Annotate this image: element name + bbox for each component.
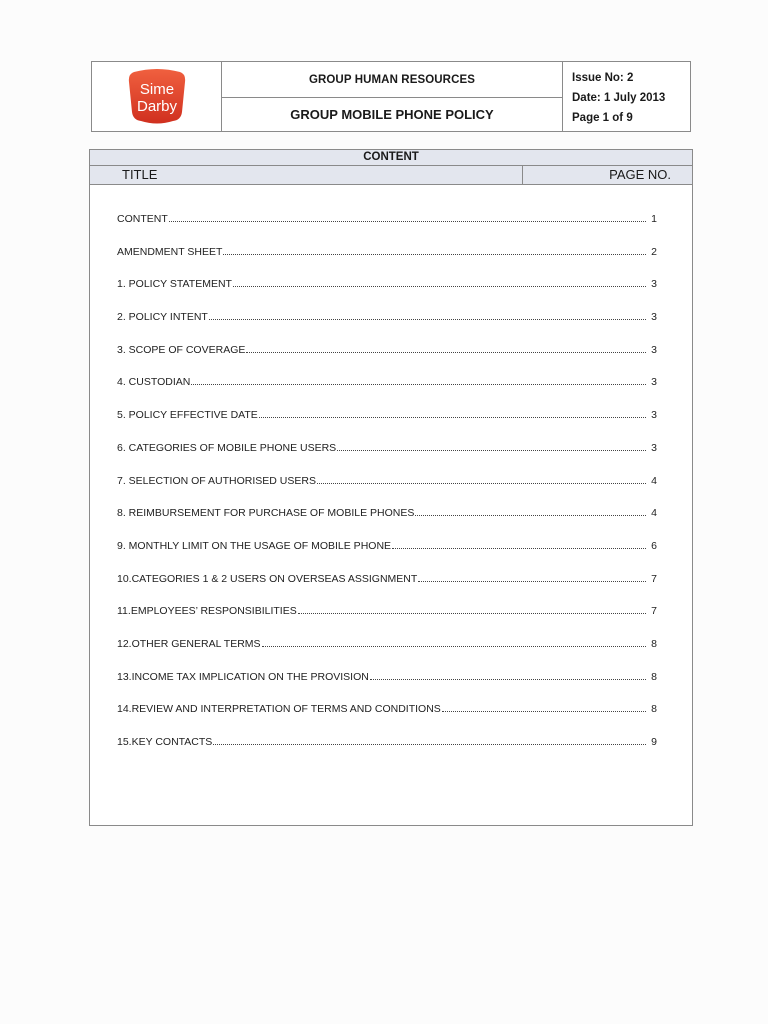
toc-leader-dots — [246, 351, 646, 353]
toc-entry-page: 3 — [651, 441, 657, 454]
department-name: GROUP HUMAN RESOURCES — [222, 62, 562, 98]
toc-leader-dots — [213, 743, 646, 745]
toc-entry-page: 1 — [651, 213, 657, 225]
toc-entry-label: 12.OTHER GENERAL TERMS — [117, 637, 261, 650]
toc-entry-label: 14.REVIEW AND INTERPRETATION OF TERMS AND CONDITIONS — [117, 703, 441, 716]
toc-list — [117, 213, 657, 769]
toc-entry-label: 9. MONTHLY LIMIT ON THE USAGE OF MOBILE PHONE — [117, 539, 392, 552]
toc-entry-page: 2 — [651, 245, 657, 258]
toc-entry-label: 6. CATEGORIES OF MOBILE PHONE USERS — [117, 441, 337, 454]
toc-entry-label: 4. CUSTODIAN — [117, 376, 191, 389]
toc-entry[interactable] — [117, 442, 657, 475]
table-of-contents — [89, 149, 693, 826]
svg-text:Sime: Sime — [139, 80, 174, 98]
toc-entry-label: 11.EMPLOYEES’ RESPONSIBILITIES — [117, 605, 297, 618]
toc-entry[interactable] — [117, 703, 657, 736]
toc-entry-page: 3 — [651, 376, 657, 389]
toc-leader-dots — [442, 710, 646, 712]
toc-entry[interactable] — [117, 736, 657, 769]
toc-entry-label: 13.INCOME TAX IMPLICATION ON THE PROVISION — [117, 670, 369, 683]
issue-date: Date: 1 July 2013 — [572, 92, 666, 104]
sime-darby-logo — [126, 68, 188, 126]
toc-entry[interactable] — [117, 409, 657, 442]
document-header — [91, 61, 691, 132]
toc-entry-label: 15.KEY CONTACTS — [117, 736, 213, 748]
toc-leader-dots — [223, 253, 646, 255]
toc-entry[interactable] — [117, 475, 657, 508]
toc-entry[interactable] — [117, 638, 657, 671]
toc-entry-label: CONTENT — [117, 213, 168, 225]
toc-entry[interactable] — [117, 344, 657, 377]
toc-leader-dots — [392, 547, 646, 549]
toc-column-headers — [90, 166, 692, 185]
toc-entry-page: 7 — [651, 572, 657, 585]
toc-entry-label: 3. SCOPE OF COVERAGE — [117, 343, 246, 356]
svg-text:Darby: Darby — [136, 97, 177, 115]
toc-leader-dots — [317, 482, 646, 484]
header-title-cell — [222, 62, 563, 131]
toc-entry-page: 8 — [651, 670, 657, 683]
toc-entry[interactable] — [117, 573, 657, 606]
toc-entry-label: 8. REIMBURSEMENT FOR PURCHASE OF MOBILE PHONES — [117, 507, 415, 520]
toc-leader-dots — [415, 514, 646, 516]
content-heading: CONTENT — [90, 150, 692, 166]
logo-cell — [92, 62, 222, 131]
toc-entry[interactable] — [117, 278, 657, 311]
toc-entry-page: 9 — [651, 736, 657, 748]
toc-leader-dots — [418, 580, 646, 582]
toc-leader-dots — [209, 318, 646, 320]
toc-page-header: PAGE NO. — [609, 167, 671, 182]
toc-leader-dots — [259, 416, 646, 418]
toc-entry-label: 5. POLICY EFFECTIVE DATE — [117, 409, 258, 422]
toc-entry-page: 3 — [651, 311, 657, 324]
toc-leader-dots — [169, 220, 646, 222]
toc-leader-dots — [370, 678, 646, 680]
toc-entry-page: 6 — [651, 539, 657, 552]
toc-leader-dots — [262, 645, 646, 647]
toc-entry-label: 1. POLICY STATEMENT — [117, 278, 232, 291]
toc-entry[interactable] — [117, 311, 657, 344]
toc-entry-label: AMENDMENT SHEET — [117, 245, 223, 258]
toc-leader-dots — [298, 612, 646, 614]
toc-entry[interactable] — [117, 605, 657, 638]
toc-title-header: TITLE — [90, 166, 523, 184]
issue-number: Issue No: 2 — [572, 72, 634, 84]
toc-leader-dots — [337, 449, 646, 451]
toc-entry-page: 8 — [651, 703, 657, 716]
toc-entry-page: 4 — [651, 507, 657, 520]
toc-entry[interactable] — [117, 213, 657, 246]
toc-entry[interactable] — [117, 246, 657, 279]
toc-entry[interactable] — [117, 671, 657, 704]
toc-entry[interactable] — [117, 540, 657, 573]
toc-entry-label: 7. SELECTION OF AUTHORISED USERS — [117, 474, 316, 487]
toc-leader-dots — [233, 285, 646, 287]
policy-title: GROUP MOBILE PHONE POLICY — [290, 107, 494, 122]
toc-entry-label: 2. POLICY INTENT — [117, 311, 208, 324]
page-indicator: Page 1 of 9 — [572, 112, 633, 124]
toc-entry-page: 3 — [651, 343, 657, 356]
toc-entry-page: 4 — [651, 474, 657, 487]
toc-entry-page: 7 — [651, 605, 657, 618]
toc-entry-label: 10.CATEGORIES 1 & 2 USERS ON OVERSEAS ASSIGNMENT — [117, 572, 418, 585]
toc-entry-page: 3 — [651, 409, 657, 422]
toc-entry-page: 3 — [651, 278, 657, 291]
toc-entry[interactable] — [117, 507, 657, 540]
document-meta — [563, 62, 690, 131]
toc-leader-dots — [191, 383, 646, 385]
toc-entry-page: 8 — [651, 637, 657, 650]
toc-entry[interactable] — [117, 376, 657, 409]
